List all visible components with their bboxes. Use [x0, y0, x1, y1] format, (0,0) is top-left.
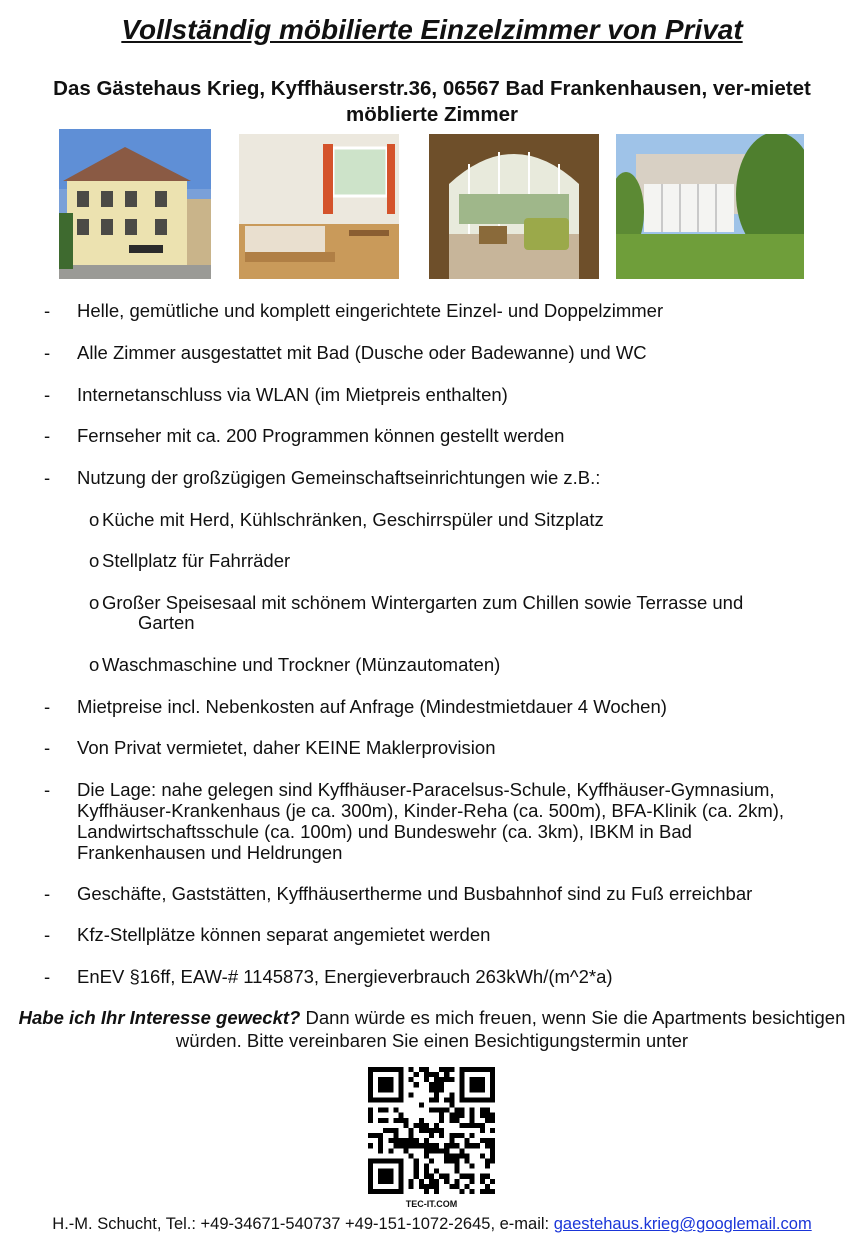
list-item-text: Helle, gemütliche und komplett eingerichtete Einzel- und Doppelzimmer: [77, 300, 664, 321]
sub-list-item-text: Waschmaschine und Trockner (Münzautomaten): [102, 654, 501, 675]
qr-code[interactable]: [368, 1067, 495, 1194]
sub-list-item: [89, 654, 839, 676]
list-item-text: Kfz-Stellplätze können separat angemietet werden: [77, 924, 491, 945]
page-subtitle: Das Gästehaus Krieg, Kyffhäuserstr.36, 06567 Bad Frankenhausen, ver-mietet möblierte Zimmer: [53, 77, 811, 126]
qr-caption: TEC-IT.COM: [405, 1199, 458, 1209]
contact-text: H.-M. Schucht, Tel.: +49-34671-540737 +49-151-1072-2645, e-mail:: [52, 1215, 554, 1233]
bullet-marker: -: [44, 924, 51, 945]
sub-list-item-text: Stellplatz für Fahrräder: [102, 550, 291, 571]
closing-text: Dann würde es mich freuen, wenn Sie die Apartments besichtigen würden. Bitte vereinbaren Sie einen Besichtigungstermin unter: [175, 1007, 846, 1051]
sub-list-item: [89, 509, 839, 531]
bullet-marker: -: [44, 425, 51, 446]
bullet-marker: -: [44, 883, 51, 904]
sub-bullet-marker: o: [89, 509, 100, 530]
closing-emphasis: Habe ich Ihr Interesse geweckt?: [18, 1007, 301, 1028]
bullet-marker: -: [44, 300, 51, 321]
sub-list-item-continuation: [89, 612, 839, 634]
bullet-marker: -: [44, 737, 51, 758]
list-item-text: Nutzung der großzügigen Gemeinschaftseinrichtungen wie z.B.:: [77, 467, 601, 488]
bullet-marker: -: [44, 342, 51, 363]
sub-bullet-marker: o: [89, 654, 100, 675]
list-item-text: Mietpreise incl. Nebenkosten auf Anfrage (Mindestmietdauer 4 Wochen): [77, 696, 667, 717]
email-link[interactable]: gaestehaus.krieg@googlemail.com: [553, 1215, 812, 1233]
list-item-text: Von Privat vermietet, daher KEINE Maklerprovision: [77, 737, 496, 758]
list-item-text: Internetanschluss via WLAN (im Mietpreis enthalten): [77, 384, 508, 405]
garden-photo: [616, 134, 804, 279]
list-item-text: Die Lage: nahe gelegen sind Kyffhäuser-Paracelsus-Schule, Kyffhäuser-Gymnasium, Kyffhäuser-Krankenhaus (je ca. 300m), Kinder-Reha (ca. 500m), BFA-Klinik (ca. 2km), Landwirtschaftsschule (ca. 100m) und Bundeswehr (ca. 3km), IBKM in Bad Frankenhausen und Heldrungen: [77, 779, 785, 863]
bullet-marker: -: [44, 384, 51, 405]
list-item-text: EnEV §16ff, EAW-# 1145873, Energieverbrauch 263kWh/(m^2*a): [77, 966, 613, 987]
house-exterior-photo: [59, 129, 211, 279]
bedroom-photo: [239, 134, 399, 279]
bullet-marker: -: [44, 966, 51, 987]
sub-list-item: [89, 550, 839, 572]
winter-garden-photo: [429, 134, 599, 279]
sub-bullet-marker: o: [89, 550, 100, 571]
sub-list-item-text: Küche mit Herd, Kühlschränken, Geschirrspüler und Sitzplatz: [102, 509, 604, 530]
bullet-marker: -: [44, 467, 51, 488]
sub-list-item-text: Garten: [138, 612, 195, 633]
page-title: Vollständig möbilierte Einzelzimmer von Privat: [121, 14, 743, 45]
list-item-text: Geschäfte, Gaststätten, Kyffhäusertherme und Busbahnhof sind zu Fuß erreichbar: [77, 883, 753, 904]
closing-paragraph: [14, 1006, 850, 1052]
bullet-marker: -: [44, 779, 51, 800]
footer-contact: [0, 1215, 864, 1234]
sub-list-item: [89, 592, 839, 614]
sub-list-item-text: Großer Speisesaal mit schönem Wintergarten zum Chillen sowie Terrasse und: [102, 592, 744, 613]
list-item-text: Alle Zimmer ausgestattet mit Bad (Dusche oder Badewanne) und WC: [77, 342, 647, 363]
sub-bullet-marker: o: [89, 592, 100, 613]
list-item-text: Fernseher mit ca. 200 Programmen können gestellt werden: [77, 425, 565, 446]
bullet-marker: -: [44, 696, 51, 717]
